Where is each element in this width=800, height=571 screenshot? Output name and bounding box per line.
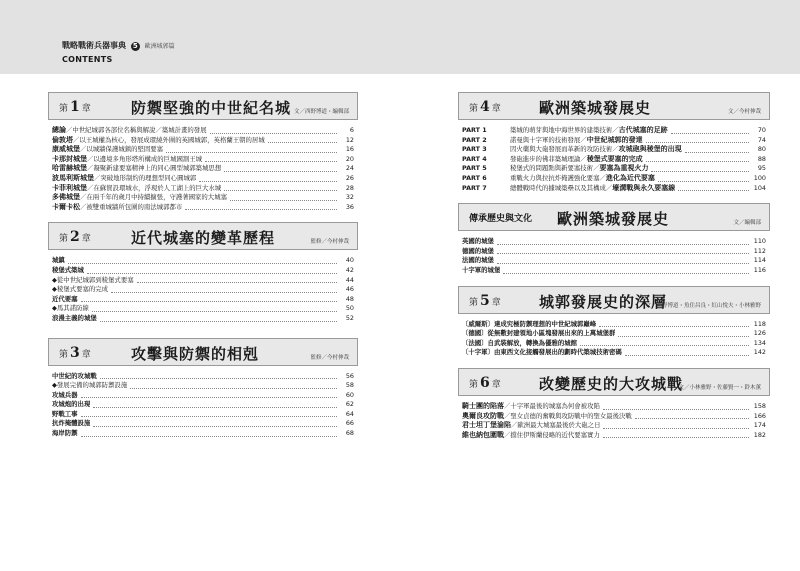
entry-name: 康威城堡 bbox=[52, 145, 80, 154]
dot-leader bbox=[130, 388, 337, 389]
separator: ／ bbox=[80, 145, 87, 154]
entry-desc: 稜堡式的問題點與新要塞技術 bbox=[510, 164, 594, 173]
page-number: 174 bbox=[753, 421, 766, 430]
toc-entry[interactable] bbox=[462, 348, 766, 358]
dot-leader bbox=[603, 437, 749, 438]
toc-entry[interactable] bbox=[52, 381, 354, 391]
special-title: 歐洲築城發展史 bbox=[557, 210, 670, 229]
entry-name: 野戰工事 bbox=[52, 409, 78, 418]
toc-entry[interactable] bbox=[462, 421, 766, 431]
entry-name: 騎士團的陷落 bbox=[462, 401, 504, 410]
page-number: 20 bbox=[345, 154, 354, 163]
page-number: 50 bbox=[345, 304, 354, 313]
page-number: 6 bbox=[349, 126, 354, 134]
entry-name: 〔德國〕從無數封建領地小區塊發展出來的上萬城堡群 bbox=[462, 329, 616, 338]
separator: ／ bbox=[504, 430, 511, 439]
toc-entry-text bbox=[462, 402, 600, 412]
toc-entry-text bbox=[52, 193, 227, 203]
entry-desc: 在兩千年的歲月中持續擴張，守護著國家的大城塞 bbox=[86, 193, 227, 202]
entry-name: 〔威爾斯〕達成究極防禦理想的中世紀城郭巔峰 bbox=[462, 319, 597, 328]
special-label: 傳承歷史與文化 bbox=[469, 214, 533, 225]
toc-entry[interactable] bbox=[462, 329, 766, 339]
chapter-author: 文／小林雅野・佐藤賢一・鈴木薰 bbox=[678, 384, 761, 391]
dot-leader bbox=[635, 418, 749, 419]
chapter-label-post: 章 bbox=[81, 104, 91, 114]
chapter-number: 5 bbox=[480, 292, 490, 309]
dot-leader bbox=[503, 273, 749, 274]
chapter-label-pre: 第 bbox=[59, 234, 69, 245]
toc-entry[interactable] bbox=[462, 136, 766, 146]
separator: ／ bbox=[66, 126, 73, 134]
separator: ／ bbox=[80, 193, 87, 202]
dot-leader bbox=[92, 311, 337, 312]
chapter-label bbox=[469, 375, 501, 391]
toc-entry[interactable] bbox=[52, 266, 354, 276]
toc-entry[interactable] bbox=[52, 391, 354, 401]
separator: ／ bbox=[612, 126, 619, 134]
chapter-header bbox=[48, 338, 358, 366]
toc-entry-text bbox=[52, 174, 196, 184]
chapter-label-pre: 第 bbox=[59, 349, 69, 360]
part-label: PART 4 bbox=[462, 154, 487, 163]
chapter-number: 4 bbox=[480, 99, 490, 115]
page-number: 46 bbox=[345, 285, 354, 294]
dot-leader bbox=[646, 142, 749, 143]
dot-leader bbox=[497, 263, 749, 264]
entry-desc: 凝聚新建要塞精神上的同心圓型城郭築城思想 bbox=[93, 164, 222, 173]
page-number: 70 bbox=[757, 126, 766, 134]
toc-entry-text bbox=[462, 431, 600, 441]
entry-highlight: 攻城砲與稜堡的出現 bbox=[618, 145, 682, 154]
page-number: 114 bbox=[753, 256, 766, 265]
toc-entry[interactable] bbox=[52, 145, 354, 155]
page-number: 126 bbox=[753, 329, 766, 338]
dot-leader bbox=[671, 133, 749, 134]
dot-leader bbox=[497, 244, 749, 245]
page-number: 36 bbox=[345, 202, 354, 211]
toc-entry[interactable] bbox=[52, 136, 354, 146]
page-number: 66 bbox=[345, 419, 354, 428]
entry-desc: 以城牆保護城鎮的堅固要塞 bbox=[86, 145, 164, 154]
entry-highlight: 稜堡式要塞的完成 bbox=[586, 154, 643, 163]
entry-name: 總論 bbox=[52, 126, 66, 134]
toc-entry[interactable] bbox=[52, 203, 354, 213]
entry-name: 〔法國〕自武裝解放，轉換為優雅的城館 bbox=[462, 338, 578, 347]
entry-name: 〔十字軍〕由東西文化接觸發展出的劃時代築城技術密碼 bbox=[462, 348, 622, 357]
toc-list bbox=[458, 237, 770, 275]
toc-entry[interactable] bbox=[52, 174, 354, 184]
toc-entry-text bbox=[52, 184, 221, 194]
entry-desc: 重戰火力與拉抗炸掩護強化要塞 bbox=[510, 173, 600, 182]
toc-list bbox=[458, 320, 770, 358]
dot-leader bbox=[199, 181, 337, 182]
toc-entry[interactable] bbox=[52, 410, 354, 420]
chapter-label-pre: 第 bbox=[469, 379, 479, 390]
entry-desc: 在蘇賀設環城水，浮現於人工湖上的巨大水城 bbox=[93, 183, 222, 192]
separator: ／ bbox=[580, 135, 587, 144]
entry-desc: 總體戰時代的據城築壘以及其構成 bbox=[510, 183, 606, 192]
dot-leader bbox=[603, 428, 749, 429]
page-number: 134 bbox=[753, 338, 766, 347]
dot-leader bbox=[210, 133, 337, 134]
dot-leader bbox=[87, 273, 337, 274]
chapter-label-pre: 第 bbox=[469, 297, 479, 308]
entry-desc: 以王城權為核心，發展成環繞外圍的英國城郭，英格蘭王朝的居城 bbox=[79, 135, 265, 144]
toc-entry[interactable] bbox=[52, 372, 354, 382]
dot-leader bbox=[678, 190, 749, 191]
chapter-author: 監修／今村伸哉 bbox=[310, 239, 349, 246]
page-number: 40 bbox=[345, 256, 354, 265]
dot-leader bbox=[230, 200, 337, 201]
entry-desc: 聖女貞德的奮戰與攻防戰中的聖女最後決戰 bbox=[510, 411, 632, 420]
dot-leader bbox=[137, 282, 337, 283]
toc-entry-text bbox=[510, 126, 668, 136]
entry-name: 波馬利斯城堡 bbox=[52, 173, 94, 182]
toc-entry[interactable] bbox=[52, 429, 354, 439]
toc-entry-text bbox=[510, 145, 682, 155]
page-number: 44 bbox=[345, 275, 354, 284]
toc-entry[interactable] bbox=[462, 237, 766, 247]
toc-entry-text bbox=[52, 145, 163, 155]
toc-entry-text bbox=[52, 136, 265, 146]
entry-name: 十字軍的城堡 bbox=[462, 265, 501, 274]
toc-entry[interactable] bbox=[52, 285, 354, 295]
page-number: 80 bbox=[757, 145, 766, 154]
separator: ／ bbox=[87, 183, 94, 192]
part-label: PART 6 bbox=[462, 173, 487, 182]
dot-leader bbox=[100, 321, 337, 322]
separator: ／ bbox=[87, 154, 94, 163]
entry-highlight: 壕溝戰與永久要塞線 bbox=[612, 183, 676, 192]
toc-entry[interactable] bbox=[52, 164, 354, 174]
toc-entry[interactable] bbox=[52, 419, 354, 429]
toc-entry[interactable] bbox=[462, 126, 766, 136]
page-number: 100 bbox=[753, 173, 766, 182]
toc-list bbox=[48, 256, 358, 323]
entry-name: 維也納包圍戰 bbox=[462, 430, 504, 439]
separator: ／ bbox=[94, 173, 101, 182]
chapter-label bbox=[469, 293, 501, 309]
separator: ／ bbox=[580, 154, 587, 163]
part-label: PART 5 bbox=[462, 164, 487, 173]
toc-entry-text bbox=[510, 155, 643, 165]
dot-leader bbox=[224, 190, 337, 191]
left-column bbox=[48, 92, 358, 439]
entry-desc: 因火藥與大砲發展而革新的攻防技術 bbox=[510, 145, 613, 154]
entry-name: 稜堡式築城 bbox=[52, 265, 84, 274]
dot-leader bbox=[68, 263, 337, 264]
dot-leader bbox=[81, 416, 337, 417]
toc-entry[interactable] bbox=[52, 126, 354, 136]
dot-leader bbox=[100, 378, 337, 379]
chapter-label-post: 章 bbox=[81, 349, 91, 360]
dot-leader bbox=[185, 209, 337, 210]
page-number: 48 bbox=[345, 294, 354, 303]
chapter-header bbox=[458, 92, 770, 120]
page-number: 42 bbox=[345, 265, 354, 274]
chapter-number: 6 bbox=[480, 374, 490, 391]
page-number: 60 bbox=[345, 390, 354, 399]
entry-name: 浪漫主義的城堡 bbox=[52, 313, 97, 322]
dot-leader bbox=[166, 152, 337, 153]
right-column bbox=[458, 92, 770, 440]
page-number: 32 bbox=[345, 193, 354, 202]
part-label: PART 2 bbox=[462, 135, 487, 144]
toc-list bbox=[458, 126, 770, 193]
chapter-title: 歐洲築城發展史 bbox=[539, 99, 652, 117]
toc-entry-text bbox=[462, 421, 600, 431]
toc-entry[interactable] bbox=[462, 174, 766, 184]
page-number: 88 bbox=[757, 154, 766, 163]
page-number: 56 bbox=[345, 371, 354, 380]
page-number: 58 bbox=[345, 381, 354, 390]
page-number: 26 bbox=[345, 173, 354, 182]
chapter-title: 改變歷史的大攻城戰 bbox=[539, 374, 684, 393]
dot-leader bbox=[625, 355, 749, 356]
page-number: 142 bbox=[753, 348, 766, 357]
entry-name: ◆馬其諾防線 bbox=[52, 304, 89, 313]
entry-desc: 築城的萌芽與地中海世界的建築技術 bbox=[510, 126, 613, 134]
separator: ／ bbox=[612, 145, 619, 154]
dot-leader bbox=[93, 407, 337, 408]
chapter-header bbox=[48, 222, 358, 250]
page-number: 52 bbox=[345, 313, 354, 322]
toc-entry-text bbox=[52, 126, 207, 136]
dot-leader bbox=[497, 253, 749, 254]
toc-list bbox=[48, 126, 358, 212]
toc-entry[interactable] bbox=[52, 184, 354, 194]
entry-desc: 中世紀城郭各部位名稱與解說／築城計畫的發展 bbox=[72, 126, 207, 134]
separator: ／ bbox=[80, 202, 87, 211]
chapter-label bbox=[59, 229, 91, 245]
separator: ／ bbox=[593, 164, 600, 173]
page-number: 158 bbox=[753, 401, 766, 410]
entry-name: 多佛城堡 bbox=[52, 193, 80, 202]
contents-heading: CONTENTS bbox=[62, 55, 113, 64]
volume-badge: 5 bbox=[131, 42, 140, 51]
dot-leader bbox=[111, 292, 337, 293]
page-number: 116 bbox=[753, 265, 766, 274]
chapter-label bbox=[59, 345, 91, 361]
book-subtitle: 歐洲城郭篇 bbox=[144, 43, 175, 50]
entry-name: 卡菲利城堡 bbox=[52, 183, 87, 192]
chapter-label bbox=[469, 99, 501, 115]
entry-name: 卡爾卡松 bbox=[52, 202, 80, 211]
toc-entry-text bbox=[510, 184, 675, 194]
page-number: 118 bbox=[753, 319, 766, 328]
toc-entry[interactable] bbox=[52, 256, 354, 266]
toc-entry-text bbox=[510, 164, 648, 174]
toc-entry[interactable] bbox=[462, 247, 766, 257]
toc-entry-text bbox=[52, 164, 221, 174]
chapter-label-post: 章 bbox=[491, 297, 501, 308]
chapter-label bbox=[59, 99, 91, 115]
dot-leader bbox=[685, 152, 749, 153]
entry-name: 法國的城堡 bbox=[462, 256, 494, 265]
toc-entry[interactable] bbox=[462, 412, 766, 422]
dot-leader bbox=[224, 171, 337, 172]
page-number: 104 bbox=[753, 183, 766, 192]
toc-entry[interactable] bbox=[52, 155, 354, 165]
dot-leader bbox=[651, 171, 749, 172]
chapter-title: 近代城塞的變革歷程 bbox=[131, 229, 276, 248]
separator: ／ bbox=[87, 164, 94, 173]
toc-entry[interactable] bbox=[52, 295, 354, 305]
dot-leader bbox=[81, 436, 337, 437]
entry-desc: 歐洲最大城塞最後於大砲之日 bbox=[517, 421, 601, 430]
toc-entry[interactable] bbox=[462, 145, 766, 155]
special-header bbox=[458, 203, 770, 231]
dot-leader bbox=[603, 409, 749, 410]
page-number: 12 bbox=[345, 135, 354, 144]
entry-desc: 擋住伊斯蘭侵略的近代要塞實力 bbox=[510, 430, 600, 439]
separator: ／ bbox=[504, 401, 511, 410]
entry-name: 攻城兵器 bbox=[52, 390, 78, 399]
toc-entry[interactable] bbox=[52, 276, 354, 286]
entry-name: 德國的城堡 bbox=[462, 246, 494, 255]
toc-entry-text bbox=[52, 203, 182, 213]
chapter-author: 文／西野博道・編輯部 bbox=[293, 109, 349, 115]
part-label: PART 7 bbox=[462, 183, 487, 192]
toc-entry[interactable] bbox=[462, 431, 766, 441]
entry-desc: 諾曼與十字軍的技術發展 bbox=[510, 135, 581, 144]
entry-highlight: 古代城塞的足跡 bbox=[618, 126, 668, 134]
entry-name: 英國的城堡 bbox=[462, 237, 494, 246]
chapter-label-post: 章 bbox=[81, 234, 91, 245]
chapter-number: 3 bbox=[70, 344, 80, 361]
book-title bbox=[62, 40, 175, 51]
dot-leader bbox=[205, 161, 337, 162]
toc-list bbox=[458, 402, 770, 440]
dot-leader bbox=[81, 397, 337, 398]
entry-name: 中世紀的攻城戰 bbox=[52, 371, 97, 380]
toc-entry[interactable] bbox=[462, 155, 766, 165]
entry-desc: 以邊境多角形塔所構成的巨城國割王城 bbox=[93, 154, 203, 163]
special-author: 文／編輯部 bbox=[733, 220, 761, 227]
part-label: PART 1 bbox=[462, 126, 487, 134]
separator: ／ bbox=[73, 135, 80, 144]
toc-entry[interactable] bbox=[462, 320, 766, 330]
toc-entry-text bbox=[462, 412, 632, 422]
chapter-number: 2 bbox=[70, 229, 80, 246]
entry-name: 海岸防禦 bbox=[52, 429, 78, 438]
page-number: 74 bbox=[757, 135, 766, 144]
toc-entry[interactable] bbox=[462, 164, 766, 174]
toc-entry[interactable] bbox=[462, 339, 766, 349]
chapter-author: 文／今村伸哉 bbox=[727, 109, 761, 115]
chapter-label-post: 章 bbox=[491, 379, 501, 390]
entry-name: 卡那封城堡 bbox=[52, 154, 87, 163]
toc-entry[interactable] bbox=[52, 193, 354, 203]
dot-leader bbox=[268, 142, 337, 143]
chapter-title: 攻擊與防禦的相剋 bbox=[131, 344, 260, 363]
chapter-title: 防禦堅強的中世紀名城 bbox=[131, 99, 292, 117]
page-number: 110 bbox=[753, 237, 766, 246]
chapter-header bbox=[48, 92, 358, 120]
chapter-header bbox=[458, 286, 770, 314]
dot-leader bbox=[599, 326, 749, 327]
header-band bbox=[0, 0, 800, 74]
page-number: 64 bbox=[345, 409, 354, 418]
toc-entry-text bbox=[52, 155, 202, 165]
dot-leader bbox=[658, 181, 749, 182]
chapter-label-pre: 第 bbox=[469, 104, 479, 114]
entry-desc: 突破地形制約的理想型同心圓城郭 bbox=[100, 173, 197, 182]
book-title-text: 戰略戰術兵器事典 bbox=[62, 41, 126, 50]
page-number: 62 bbox=[345, 400, 354, 409]
entry-name: 哈雷赫城堡 bbox=[52, 164, 87, 173]
page-number: 16 bbox=[345, 145, 354, 154]
entry-desc: 被雙重城牆所包圍的南法城郭都市 bbox=[86, 202, 183, 211]
entry-name: 奧爾良攻防戰 bbox=[462, 411, 504, 420]
chapter-label-post: 章 bbox=[491, 104, 501, 114]
entry-desc: 十字軍最後的城塞為何會被攻陷 bbox=[510, 401, 600, 410]
entry-desc: 發砲進步的佛菲築城理論 bbox=[510, 154, 581, 163]
entry-name: ◆發展完備的城郭防禦設施 bbox=[52, 381, 128, 390]
entry-name: 城鎮 bbox=[52, 256, 65, 265]
toc-entry[interactable] bbox=[462, 256, 766, 266]
separator: ／ bbox=[504, 411, 511, 420]
page-number: 166 bbox=[753, 411, 766, 420]
separator: ／ bbox=[605, 183, 613, 192]
entry-name: 倫敦塔 bbox=[52, 135, 73, 144]
entry-name: ◆從中世紀城郭到稜堡式要塞 bbox=[52, 275, 134, 284]
dot-leader bbox=[618, 336, 749, 337]
dot-leader bbox=[81, 301, 337, 302]
page-number: 182 bbox=[753, 430, 766, 439]
entry-name: 抗炸掩體設施 bbox=[52, 419, 91, 428]
toc-entry[interactable] bbox=[462, 184, 766, 194]
separator: ／ bbox=[511, 421, 518, 430]
entry-highlight: 要塞為重視火力 bbox=[599, 164, 649, 173]
entry-highlight: 中世紀城郭的發達 bbox=[586, 135, 643, 144]
page-number: 24 bbox=[345, 164, 354, 173]
toc-entry[interactable] bbox=[462, 402, 766, 412]
toc-entry[interactable] bbox=[462, 266, 766, 276]
page-number: 28 bbox=[345, 183, 354, 192]
chapter-header bbox=[458, 368, 770, 396]
chapter-author: 文／西野博道・魚住昌良・紅山悅夫・小林雅野 bbox=[645, 302, 761, 309]
entry-highlight: 進化為近代要塞 bbox=[605, 173, 655, 182]
toc-entry[interactable] bbox=[52, 314, 354, 324]
page-number: 112 bbox=[753, 246, 766, 255]
entry-name: ◆稜堡式要塞的完成 bbox=[52, 285, 109, 294]
chapter-number: 1 bbox=[70, 99, 80, 115]
toc-entry-text bbox=[510, 136, 643, 146]
entry-name: 攻城炮的出現 bbox=[52, 400, 91, 409]
toc-entry-text bbox=[510, 174, 655, 184]
page-number: 95 bbox=[757, 164, 766, 173]
chapter-author: 監修／今村伸哉 bbox=[310, 354, 349, 361]
entry-name: 君士坦丁堡淪陷 bbox=[462, 421, 511, 430]
separator: ／ bbox=[599, 173, 606, 182]
entry-name: 近代要塞 bbox=[52, 294, 78, 303]
chapter-title: 城郭發展史的深層 bbox=[539, 292, 668, 311]
toc-entry[interactable] bbox=[52, 400, 354, 410]
toc-entry[interactable] bbox=[52, 304, 354, 314]
part-label: PART 3 bbox=[462, 145, 487, 154]
chapter-label-pre: 第 bbox=[59, 104, 69, 114]
toc-list bbox=[48, 372, 358, 439]
dot-leader bbox=[646, 161, 749, 162]
dot-leader bbox=[93, 426, 337, 427]
dot-leader bbox=[580, 345, 749, 346]
page-number: 68 bbox=[345, 429, 354, 438]
